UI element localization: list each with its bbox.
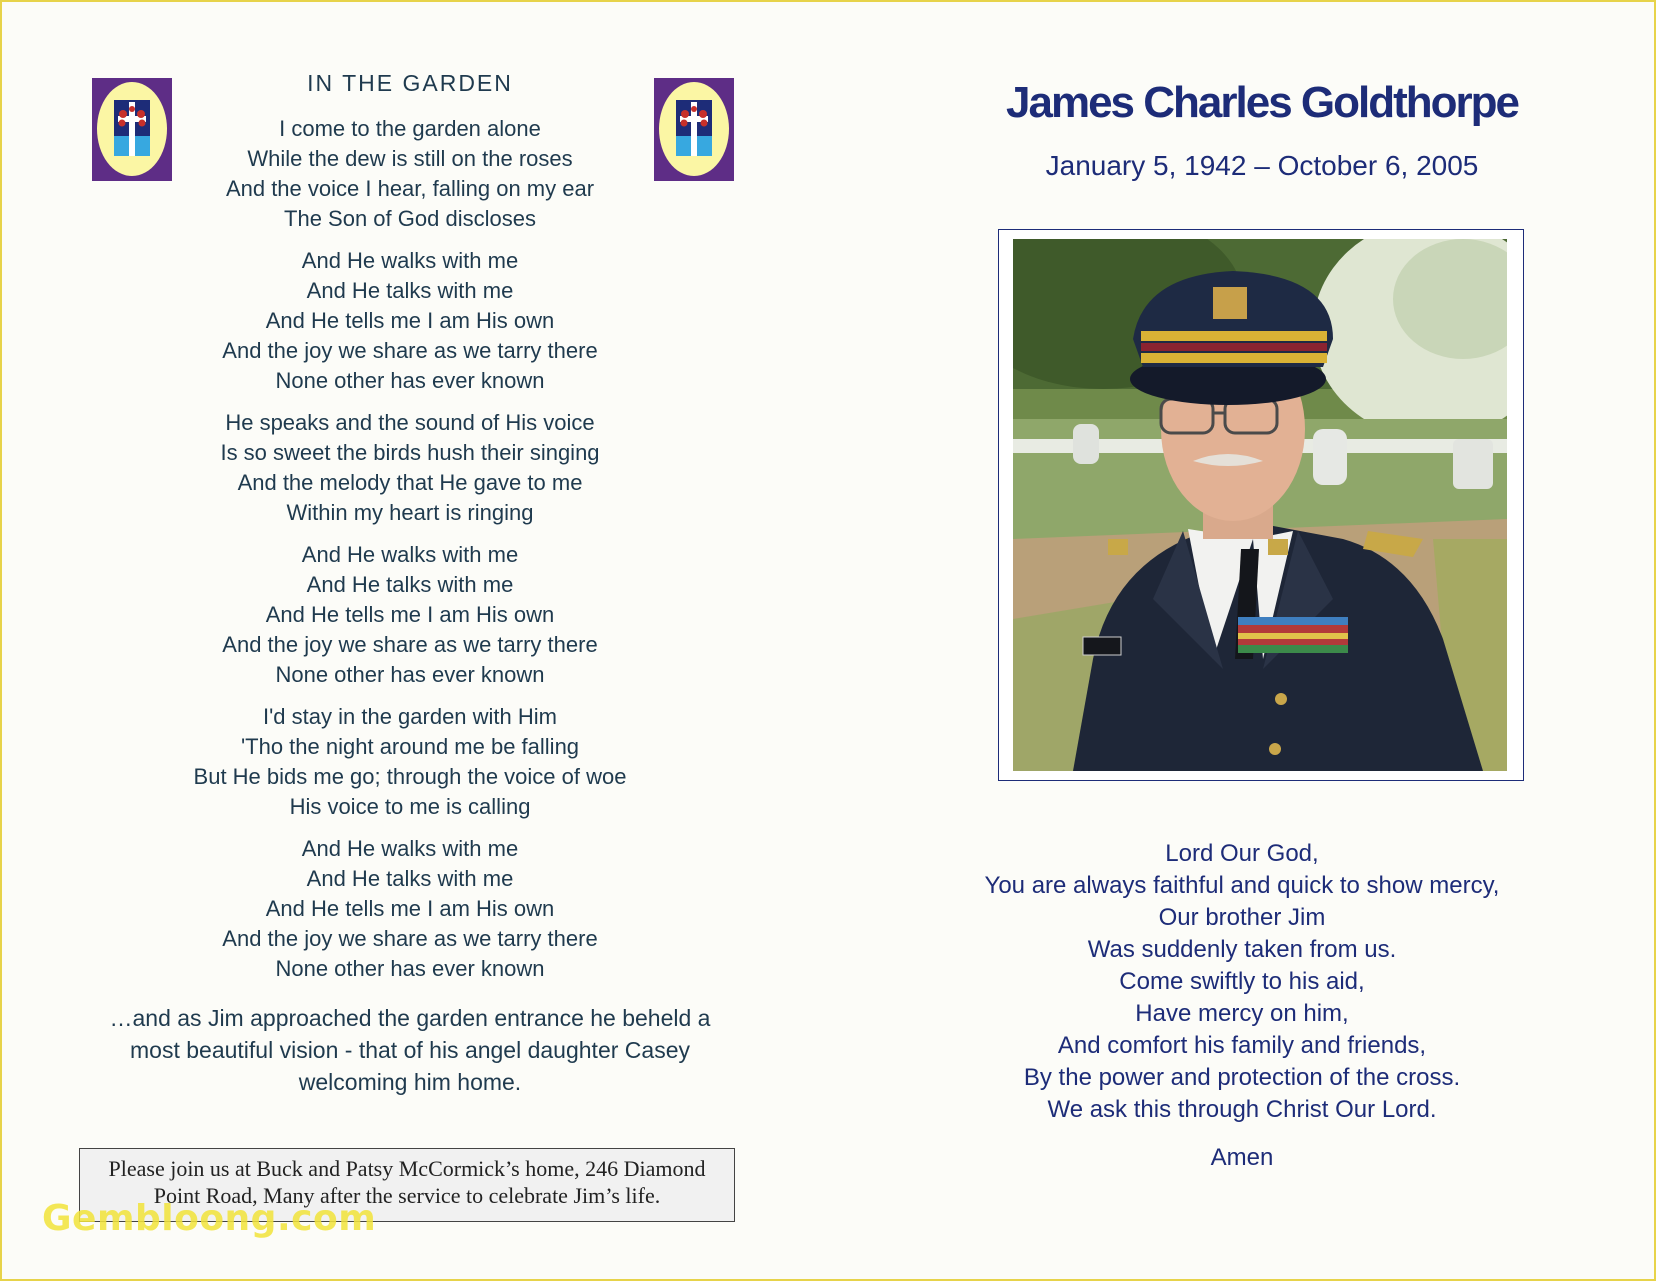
ending-line: welcoming him home.: [298, 1069, 522, 1095]
poem-line: And the voice I hear, falling on my ear: [225, 176, 595, 201]
poem-line: And He walks with me: [301, 836, 519, 861]
poem-line: And He talks with me: [306, 278, 514, 303]
prayer-line: Lord Our God,: [1165, 840, 1319, 867]
poem-title: IN THE GARDEN: [307, 70, 513, 96]
poem-stanza: [92, 408, 728, 528]
poem-line: He speaks and the sound of His voice: [225, 410, 595, 435]
prayer-line: We ask this through Christ Our Lord.: [1047, 1096, 1437, 1123]
prayer-line: You are always faithful and quick to show mercy,: [984, 872, 1500, 899]
soldier-portrait: [1013, 239, 1507, 771]
poem-line: And He tells me I am His own: [265, 308, 555, 333]
prayer-line: And comfort his family and friends,: [1057, 1032, 1427, 1059]
poem-line: And He tells me I am His own: [265, 602, 555, 627]
prayer-line: Was suddenly taken from us.: [1087, 936, 1397, 963]
poem-line: And He talks with me: [306, 866, 514, 891]
prayer-line: By the power and protection of the cross.: [1023, 1064, 1461, 1091]
poem-ending: [92, 1002, 728, 1098]
poem-line: I come to the garden alone: [279, 116, 541, 141]
poem-chorus: [92, 834, 728, 984]
ending-line: most beautiful vision - that of his angel daughter Casey: [130, 1037, 690, 1063]
notice-line: Point Road, Many after the service to celebrate Jim’s life.: [153, 1183, 661, 1208]
poem-line: The Son of God discloses: [284, 206, 536, 231]
poem-line: Within my heart is ringing: [286, 500, 534, 525]
prayer-line: Have mercy on him,: [1135, 1000, 1349, 1027]
poem-line: And He talks with me: [306, 572, 514, 597]
prayer-line: Come swiftly to his aid,: [1119, 968, 1365, 995]
poem-line: Is so sweet the birds hush their singing: [220, 440, 600, 465]
poem-line: None other has ever known: [275, 368, 545, 393]
poem-line: And the melody that He gave to me: [237, 470, 583, 495]
poem-line: None other has ever known: [275, 662, 545, 687]
poem-line: And He tells me I am His own: [265, 896, 555, 921]
poem-line: None other has ever known: [275, 956, 545, 981]
poem: [92, 68, 728, 1098]
prayer-line: Our brother Jim: [1158, 904, 1326, 931]
watermark: Gembloong.com: [42, 1198, 377, 1239]
life-dates: January 5, 1942 – October 6, 2005: [1045, 150, 1479, 181]
prayer: [942, 838, 1542, 1174]
poem-line: I'd stay in the garden with Him: [262, 704, 557, 729]
ending-line: …and as Jim approached the garden entrance he beheld a: [109, 1005, 711, 1031]
poem-chorus: [92, 540, 728, 690]
poem-line: And the joy we share as we tarry there: [222, 926, 598, 951]
poem-stanza: [92, 114, 728, 234]
poem-line: And the joy we share as we tarry there: [222, 632, 598, 657]
poem-line: While the dew is still on the roses: [247, 146, 573, 171]
poem-line: And He walks with me: [301, 248, 519, 273]
deceased-name: James Charles Goldthorpe: [1006, 78, 1518, 127]
poem-line: But He bids me go; through the voice of woe: [193, 764, 627, 789]
prayer-amen: Amen: [1210, 1144, 1274, 1171]
poem-line: And the joy we share as we tarry there: [222, 338, 598, 363]
poem-line: And He walks with me: [301, 542, 519, 567]
poem-stanza: [92, 702, 728, 822]
portrait-frame: [998, 229, 1524, 781]
poem-line: His voice to me is calling: [289, 794, 531, 819]
poem-chorus: [92, 246, 728, 396]
notice-line: Please join us at Buck and Patsy McCormick’s home, 246 Diamond: [108, 1156, 706, 1181]
poem-line: 'Tho the night around me be falling: [240, 734, 580, 759]
